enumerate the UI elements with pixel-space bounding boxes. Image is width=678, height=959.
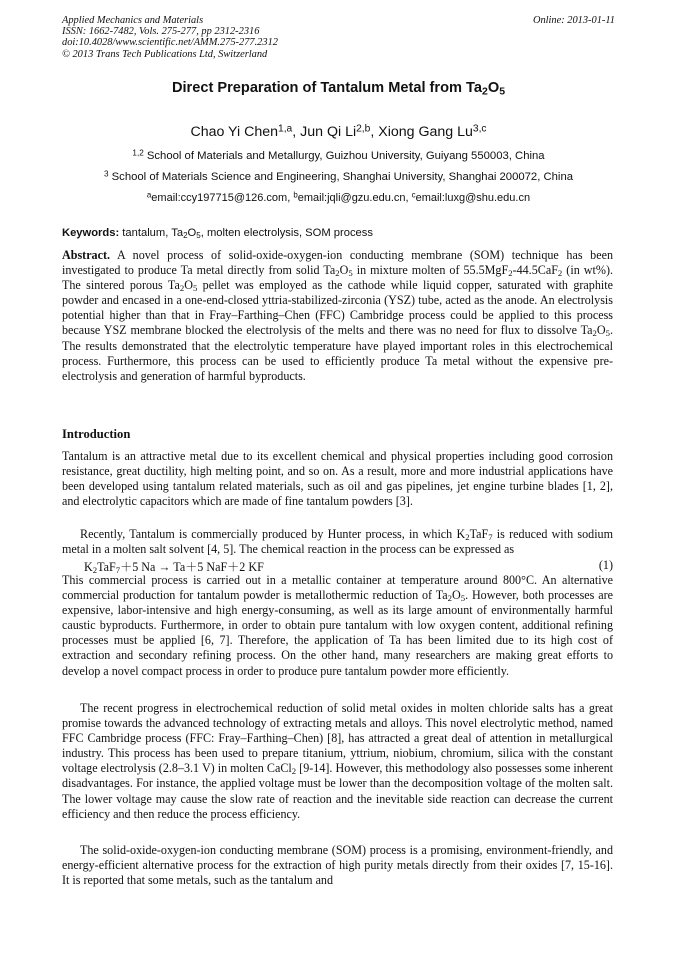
- para-sub: 2: [465, 531, 470, 542]
- author-sep: ,: [370, 124, 379, 140]
- abstract-sub: 2: [557, 268, 563, 278]
- title-text: Direct Preparation of Tantalum Metal from Ta: [171, 80, 482, 96]
- abstract-sub: 2: [335, 268, 340, 278]
- email-link[interactable]: email:jqli@gzu.edu.cn,: [297, 192, 412, 204]
- author-name: Xiong Gang Lu: [378, 124, 473, 140]
- keywords-text: , molten electrolysis, SOM process: [200, 227, 373, 239]
- title-sub: 2: [481, 85, 488, 98]
- para-text: TaF: [469, 527, 489, 541]
- issn-line: ISSN: 1662-7482, Vols. 275-277, pp 2312-2316: [62, 26, 260, 38]
- journal-header: [62, 15, 615, 60]
- para-text: [9-14]. However, this methodology also possesses some inherent disadvantages. For instance, the applied voltage must be lower than the decomposition voltage of the molten salt. The lower voltage may cause the slow rate of reaction and the inevitable side reaction can decrease the current efficiency and then reduce the process efficiency.: [62, 761, 613, 821]
- email-sup: a: [146, 190, 152, 200]
- abstract-sub: 5: [348, 268, 353, 278]
- keywords-label: Keywords:: [62, 227, 120, 239]
- keywords-sub: 2: [183, 230, 188, 240]
- abstract-sub: 5: [605, 328, 610, 339]
- affiliation-sup: 3: [103, 169, 109, 179]
- intro-paragraph-4: [62, 701, 613, 822]
- affiliation-2: [62, 171, 615, 183]
- title-text: O: [487, 80, 500, 96]
- author-name: Chao Yi Chen: [190, 124, 279, 140]
- eq-sub: 7: [115, 564, 121, 575]
- eq-text: ＋5 Na → Ta＋5 NaF＋2 KF: [120, 560, 264, 574]
- abstract-text: pellet was employed as the cathode while liquid copper, saturated with graphite powder and encased in a one-end-closed yttria-stabilized-zirconia (YSZ) tube, acted as the anode. An electrolysis potential higher than that in Fray–Farthing–Chen (FFC) Cambridge process could be applied to this process because YSZ membrane blocked the electrolysis of the melts and there was no need for flux to dissolve Ta: [62, 278, 613, 338]
- para-sub: 7: [488, 531, 493, 542]
- para-text: The recent progress in electrochemical reduction of solid metal oxides in molten chloride salts has a great promise towards the advanced technology of extracting metals and alloys. This novel electrolytic method, named FFC Cambridge process (FFC: Fray–Farthing–Chen) [8], has attracted a great deal of attention in metallurgical industry. This process has been used to prepare titanium, yttrium, niobium, chromium, silica with the constant voltage electrolysis (2.8–3.1 V) in molten CaCl: [62, 701, 613, 776]
- affiliation-sup: 1,2: [132, 148, 144, 158]
- abstract-text: (in wt%). The sintered porous Ta: [62, 263, 613, 293]
- author-sup: 3,c: [472, 123, 487, 135]
- copyright-line: © 2013 Trans Tech Publications Ltd, Switzerland: [62, 48, 268, 60]
- abstract-text: O: [184, 278, 193, 293]
- eq-sub: 2: [92, 564, 98, 575]
- title-sub: 5: [499, 85, 506, 98]
- abstract: [62, 248, 613, 384]
- affiliation-text: School of Materials and Metallurgy, Guizhou University, Guiyang 550003, China: [143, 150, 545, 162]
- author-sep: ,: [292, 124, 301, 140]
- online-date: Online: 2013-01-11: [532, 15, 615, 26]
- abstract-sub: 5: [192, 283, 198, 294]
- author-sup: 1,a: [278, 123, 293, 135]
- abstract-text: -44.5CaF: [512, 263, 558, 278]
- intro-paragraph-2: [62, 527, 613, 557]
- affiliation-1: [62, 150, 615, 162]
- eq-text: TaF: [97, 560, 116, 574]
- eq-text: K: [84, 560, 93, 574]
- para-text: is reduced with sodium metal in a molten salt solvent [4, 5]. The chemical reaction in the process can be expressed as: [62, 527, 614, 557]
- para-text: . However, both processes are expensive, labor-intensive and high energy-consuming, as well as its large amount of environmentally harmful caustic byproducts. Furthermore, in order to obtain pure tantalum with low oxygen content, additional refining processes must be applied [6, 7]. Therefore, the application of Ta has been limited due to its high cost of extraction and secondary refining process. On the other hand, many researchers are making great efforts to develop a novel compact process in order to produce pure tantalum powder more efficiently.: [62, 588, 613, 678]
- keywords-text: O: [187, 227, 197, 239]
- abstract-sub: 2: [179, 283, 185, 294]
- para-sub: 2: [447, 593, 452, 603]
- abstract-text: O: [596, 323, 606, 338]
- journal-name: Applied Mechanics and Materials: [62, 15, 204, 26]
- doi-line: doi:10.4028/www.scientific.net/AMM.275-277.2312: [62, 37, 278, 49]
- abstract-text: in mixture molten of 55.5MgF: [352, 263, 509, 278]
- keywords-text: tantalum, Ta: [119, 227, 184, 239]
- abstract-text: A novel process of solid-oxide-oxygen-ion conducting membrane (SOM) technique has been investigated to produce Ta metal directly from solid Ta: [62, 248, 613, 278]
- para-text: This commercial process is carried out in a metallic container at temperature around 800°C. An alternative commercial production for tantalum powder is metallothermic reduction of Ta: [62, 573, 613, 603]
- email-link[interactable]: email:luxg@shu.edu.cn: [415, 192, 531, 204]
- email-link[interactable]: email:ccy197715@126.com,: [151, 192, 294, 204]
- abstract-label: Abstract.: [62, 248, 111, 262]
- author-name: Jun Qi Li: [300, 124, 357, 140]
- author-list: [62, 124, 615, 140]
- abstract-sub: 2: [592, 328, 597, 339]
- paper-title: [62, 80, 615, 96]
- author-sup: 2,b: [356, 123, 371, 135]
- abstract-text: O: [339, 263, 349, 278]
- email-list: [62, 192, 615, 204]
- abstract-text: . The results demonstrated that the electrolytic temperature have played important roles in this electrochemical process. Furthermore, this process can be used to efficiently produce Ta metal without the expensive pre-electrolysis and generation of harmful byproducts.: [62, 323, 613, 383]
- para-text: Recently, Tantalum is commercially produced by Hunter process, in which K: [80, 527, 466, 541]
- intro-paragraph-3: [62, 573, 613, 679]
- equation-number: (1): [598, 558, 613, 572]
- email-sup: c: [411, 190, 416, 200]
- para-sub: 5: [460, 593, 466, 603]
- section-heading-introduction: Introduction: [62, 427, 131, 441]
- affiliation-text: School of Materials Science and Engineering, Shanghai University, Shanghai 200072, China: [108, 171, 574, 183]
- keywords: [62, 227, 615, 239]
- email-sup: b: [293, 190, 298, 200]
- para-sub: 2: [291, 766, 297, 777]
- intro-paragraph-5: The solid-oxide-oxygen-ion conducting membrane (SOM) process is a promising, environment-friendly, and energy-efficient alternative process for the extraction of high purity metals directly from their oxides [7, 15-16]. It is reported that some metals, such as the tantalum and: [62, 843, 613, 888]
- abstract-sub: 2: [508, 268, 513, 278]
- para-text: O: [451, 588, 461, 603]
- intro-paragraph-1: Tantalum is an attractive metal due to its excellent chemical and physical properties including good corrosion resistance, great ductility, high melting point, and so on. As a result, more and more industrial applications have been developed using tantalum related materials, such as oil and gas pipelines, jet engine turbine blades [1, 2], and electrolytic capacitors which are made of fine tantalum powders [3].: [62, 449, 613, 509]
- keywords-sub: 5: [196, 230, 201, 240]
